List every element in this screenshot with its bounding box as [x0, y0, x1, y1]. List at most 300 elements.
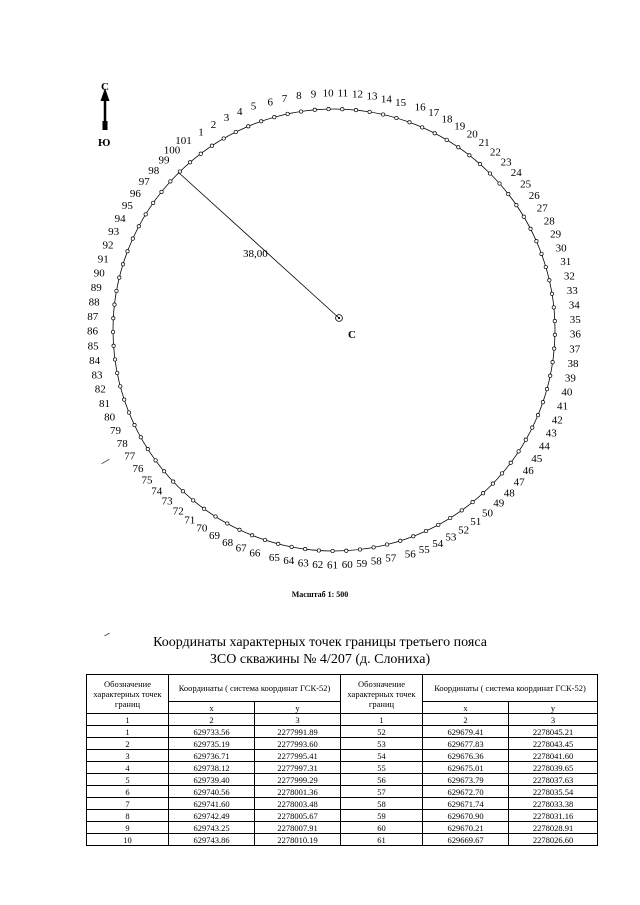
vertex-label: 6 [267, 96, 273, 109]
document-title [0, 634, 640, 668]
south-label: Ю [98, 137, 111, 149]
coordinates-table [86, 674, 598, 846]
table-cell: 2278031.16 [509, 810, 598, 822]
boundary-vertex [126, 250, 129, 253]
vertex-label: 81 [99, 397, 110, 410]
vertex-label: 45 [531, 453, 543, 466]
vertex-label: 72 [172, 505, 184, 518]
boundary-vertex [113, 358, 116, 361]
boundary-ring [87, 88, 581, 572]
boundary-vertex [146, 447, 149, 450]
table-cell: 2277999.29 [255, 774, 341, 786]
vertex-label: 87 [87, 311, 99, 324]
boundary-vertex [119, 385, 122, 388]
vertex-label: 71 [184, 514, 196, 527]
boundary-vertex [286, 112, 289, 115]
boundary-vertex [433, 132, 436, 135]
boundary-vertex [317, 549, 320, 552]
north-arrow [101, 88, 110, 130]
radius-label: 38,00 [243, 248, 268, 260]
vertex-label: 41 [557, 400, 568, 413]
vertex-label: 42 [551, 414, 563, 427]
table-cell: 629733.56 [169, 726, 255, 738]
table-cell: 2 [87, 738, 169, 750]
boundary-vertex [115, 289, 118, 292]
boundary-vertex [460, 509, 463, 512]
table-cell: 629673.79 [423, 774, 509, 786]
vertex-label: 54 [432, 538, 444, 551]
table-cell: 629669.67 [423, 834, 509, 846]
boundary-vertex [331, 549, 334, 552]
boundary-vertex [133, 423, 136, 426]
table-cell: 2278043.45 [509, 738, 598, 750]
vertex-label: 32 [563, 270, 575, 283]
title-line-2: ЗСО скважины № 4/207 (д. Слониха) [209, 652, 431, 667]
boundary-vertex [154, 459, 157, 462]
table-cell: 55 [341, 762, 423, 774]
boundary-vertex [551, 361, 554, 364]
boundary-vertex [553, 347, 556, 350]
boundary-vertex [524, 438, 527, 441]
boundary-vertex [210, 144, 213, 147]
boundary-vertex [553, 333, 556, 336]
boundary-vertex [550, 292, 553, 295]
boundary-vertex [385, 543, 388, 546]
vertex-label: 35 [569, 314, 581, 327]
vertex-label: 22 [489, 146, 501, 159]
boundary-vertex [131, 237, 134, 240]
table-cell: 3 [87, 750, 169, 762]
boundary-vertex [123, 398, 126, 401]
vertex-label: 51 [470, 516, 482, 529]
coords-header: Координаты ( система координат ГСК-52) [169, 675, 341, 702]
boundary-vertex [152, 201, 155, 204]
vertex-label: 20 [466, 128, 478, 141]
boundary-vertex [517, 450, 520, 453]
table-cell: 6 [87, 786, 169, 798]
table-cell: 629736.71 [169, 750, 255, 762]
boundary-vertex [277, 542, 280, 545]
vertex-label: 93 [108, 225, 120, 238]
vertex-label: 78 [116, 438, 128, 451]
table-cell: 58 [341, 798, 423, 810]
vertex-label: 36 [569, 328, 581, 341]
table-cell: 10 [87, 834, 169, 846]
vertex-label: 52 [458, 524, 470, 537]
vertex-label: 38 [567, 357, 579, 370]
vertex-label: 63 [297, 557, 309, 570]
vertex-label: 58 [370, 555, 382, 568]
vertex-label: 25 [520, 178, 532, 191]
vertex-label: 28 [543, 215, 555, 228]
boundary-vertex [113, 303, 116, 306]
vertex-label: 55 [418, 543, 430, 556]
boundary-vertex [299, 110, 302, 113]
vertex-label: 83 [91, 369, 103, 382]
vertex-label: 70 [196, 522, 208, 535]
table-row [87, 750, 598, 762]
boundary-vertex [112, 317, 115, 320]
vertex-label: 82 [94, 383, 106, 396]
boundary-vertex [553, 319, 556, 322]
x-header: x [423, 702, 509, 714]
table-cell: 629676.36 [423, 750, 509, 762]
boundary-vertex [535, 240, 538, 243]
table-cell: 1 [87, 726, 169, 738]
boundary-vertex [111, 330, 114, 333]
radius-line [178, 172, 339, 318]
y-header: y [509, 702, 598, 714]
table-row [87, 738, 598, 750]
vertex-label: 39 [564, 372, 576, 385]
vertex-label: 90 [93, 267, 105, 280]
boundary-vertex [345, 549, 348, 552]
table-cell: 2278010.19 [255, 834, 341, 846]
table-cell: 4 [87, 762, 169, 774]
table-cell: 2278045.21 [509, 726, 598, 738]
table-number-row [87, 714, 598, 726]
boundary-vertex [471, 500, 474, 503]
boundary-vertex [531, 426, 534, 429]
boundary-vertex [457, 146, 460, 149]
boundary-vertex [160, 190, 163, 193]
boundary-vertex [121, 263, 124, 266]
vertex-label: 15 [395, 97, 407, 110]
boundary-vertex [421, 126, 424, 129]
table-cell: 629670.21 [423, 822, 509, 834]
table-cell: 629670.90 [423, 810, 509, 822]
boundary-vertex [541, 401, 544, 404]
table-row [87, 834, 598, 846]
boundary-vertex [260, 120, 263, 123]
vertex-label: 59 [356, 557, 368, 570]
table-cell: 629740.56 [169, 786, 255, 798]
vertex-label: 16 [414, 101, 426, 114]
boundary-vertex [247, 125, 250, 128]
table-cell: 2278001.36 [255, 786, 341, 798]
vertex-label: 13 [366, 90, 378, 103]
table-cell: 54 [341, 750, 423, 762]
boundary-vertex [263, 538, 266, 541]
table-cell: 629741.60 [169, 798, 255, 810]
center-marker [336, 315, 343, 322]
vertex-label: 27 [536, 202, 548, 215]
vertex-label: 69 [209, 530, 220, 543]
col-number: 1 [341, 714, 423, 726]
table-row [87, 726, 598, 738]
table-header-row [87, 675, 598, 702]
boundary-vertex [408, 121, 411, 124]
boundary-vertex [536, 413, 539, 416]
table-cell: 7 [87, 798, 169, 810]
vertex-label: 24 [510, 167, 522, 180]
table-cell: 629735.19 [169, 738, 255, 750]
vertex-label: 61 [327, 559, 338, 572]
vertex-label: 101 [175, 135, 192, 148]
vertex-label: 99 [158, 154, 170, 167]
boundary-vertex [522, 215, 525, 218]
boundary-vertex [445, 138, 448, 141]
boundary-vertex [529, 227, 532, 230]
vertex-label: 46 [522, 465, 534, 478]
table-cell: 629672.70 [423, 786, 509, 798]
boundary-vertex [112, 344, 115, 347]
vertex-label: 91 [97, 253, 109, 266]
boundary-vertex [468, 154, 471, 157]
vertex-label: 40 [561, 386, 573, 399]
table-cell: 2278035.54 [509, 786, 598, 798]
vertex-label: 1 [198, 126, 204, 139]
table-cell: 629677.83 [423, 738, 509, 750]
boundary-vertex [498, 182, 501, 185]
boundary-vertex [491, 482, 494, 485]
boundary-vertex [127, 411, 130, 414]
table-cell: 59 [341, 810, 423, 822]
boundary-vertex [162, 470, 165, 473]
vertex-label: 10 [322, 87, 334, 100]
boundary-vertex [507, 192, 510, 195]
table-cell: 629671.74 [423, 798, 509, 810]
vertex-label: 3 [223, 112, 230, 125]
boundary-vertex [188, 161, 191, 164]
table-cell: 5 [87, 774, 169, 786]
table-row [87, 786, 598, 798]
x-header: x [169, 702, 255, 714]
vertex-label: 12 [352, 88, 363, 101]
boundary-vertex [552, 306, 555, 309]
boundary-vertex [169, 180, 172, 183]
vertex-label: 44 [538, 440, 550, 453]
boundary-vertex [273, 116, 276, 119]
table-cell: 629738.12 [169, 762, 255, 774]
vertex-label: 64 [283, 555, 295, 568]
vertex-label: 2 [210, 119, 217, 132]
vertex-label: 50 [482, 507, 493, 520]
boundary-vertex [199, 152, 202, 155]
col-number: 3 [509, 714, 598, 726]
vertex-label: 7 [281, 92, 288, 105]
boundary-vertex [424, 529, 427, 532]
designation-header: Обозначение характерных точек границ [87, 675, 169, 714]
boundary-vertex [449, 516, 452, 519]
vertex-label: 84 [89, 355, 101, 368]
table-cell: 2278039.65 [509, 762, 598, 774]
table-cell: 2277991.89 [255, 726, 341, 738]
vertex-label: 92 [102, 239, 114, 252]
vertex-label: 85 [87, 340, 99, 353]
boundary-vertex [202, 507, 205, 510]
boundary-vertex [488, 172, 491, 175]
boundary-vertex [372, 546, 375, 549]
vertex-label: 17 [428, 107, 440, 120]
vertex-label: 67 [235, 542, 247, 555]
table-cell: 629743.86 [169, 834, 255, 846]
table-cell: 2278003.48 [255, 798, 341, 810]
vertex-label: 62 [312, 558, 324, 571]
vertex-label: 94 [114, 212, 126, 225]
vertex-label: 30 [555, 242, 567, 255]
table-row [87, 822, 598, 834]
table-cell: 2278033.38 [509, 798, 598, 810]
table-cell: 9 [87, 822, 169, 834]
vertex-label: 37 [569, 343, 581, 356]
boundary-vertex [500, 472, 503, 475]
boundary-vertex [341, 108, 344, 111]
boundary-vertex [358, 548, 361, 551]
col-number: 1 [87, 714, 169, 726]
boundary-vertex [544, 265, 547, 268]
boundary-vertex [290, 545, 293, 548]
vertex-label: 48 [503, 487, 515, 500]
boundary-vertex [226, 522, 229, 525]
vertex-label: 98 [148, 164, 160, 177]
boundary-vertex [144, 213, 147, 216]
boundary-vertex [222, 137, 225, 140]
vertex-label: 8 [296, 90, 302, 103]
table-cell: 629739.40 [169, 774, 255, 786]
table-cell: 53 [341, 738, 423, 750]
vertex-label: 19 [454, 120, 466, 133]
vertex-label: 29 [550, 228, 562, 241]
vertex-label: 11 [337, 87, 349, 100]
table-cell: 2278007.91 [255, 822, 341, 834]
vertex-label: 97 [138, 176, 150, 189]
vertex-label: 34 [568, 299, 580, 312]
boundary-vertex [412, 535, 415, 538]
boundary-vertex [395, 116, 398, 119]
table-cell: 2278037.63 [509, 774, 598, 786]
boundary-vertex [545, 387, 548, 390]
boundary-vertex [137, 225, 140, 228]
table-cell: 2278028.91 [509, 822, 598, 834]
col-number: 3 [255, 714, 341, 726]
table-cell: 2277997.31 [255, 762, 341, 774]
boundary-vertex [381, 113, 384, 116]
table-cell: 52 [341, 726, 423, 738]
boundary-vertex [437, 523, 440, 526]
table-cell: 2278005.67 [255, 810, 341, 822]
boundary-vertex [118, 276, 121, 279]
vertex-label: 86 [87, 325, 98, 338]
north-label: С [101, 81, 109, 93]
boundary-vertex [313, 108, 316, 111]
vertex-label: 4 [237, 106, 243, 119]
table-cell: 57 [341, 786, 423, 798]
boundary-vertex [250, 534, 253, 537]
vertex-label: 43 [545, 427, 557, 440]
vertex-label: 21 [478, 137, 490, 150]
vertex-label: 77 [124, 450, 136, 463]
table-cell: 60 [341, 822, 423, 834]
vertex-label: 75 [141, 474, 153, 487]
table-row [87, 762, 598, 774]
boundary-vertex [238, 528, 241, 531]
boundary-circle [113, 109, 555, 551]
vertex-label: 14 [380, 93, 392, 106]
vertex-label: 26 [528, 190, 540, 203]
vertex-label: 73 [161, 495, 173, 508]
vertex-label: 57 [385, 552, 397, 565]
table-cell: 56 [341, 774, 423, 786]
table-cell: 2277995.41 [255, 750, 341, 762]
table-cell: 61 [341, 834, 423, 846]
table-cell: 8 [87, 810, 169, 822]
vertex-label: 65 [268, 551, 280, 564]
vertex-label: 53 [445, 531, 457, 544]
center-label: С [348, 329, 356, 341]
coords-header: Координаты ( система координат ГСК-52) [423, 675, 598, 702]
vertex-label: 9 [310, 88, 317, 101]
vertex-label: 18 [441, 113, 453, 126]
vertex-label: 56 [404, 548, 416, 561]
vertex-label: 47 [513, 476, 525, 489]
boundary-vertex [509, 461, 512, 464]
boundary-vertex [181, 490, 184, 493]
boundary-vertex [192, 499, 195, 502]
boundary-vertex [139, 436, 142, 439]
table-cell: 2278026.60 [509, 834, 598, 846]
table-row [87, 774, 598, 786]
boundary-vertex [354, 108, 357, 111]
vertex-label: 31 [560, 256, 572, 269]
boundary-vertex [304, 547, 307, 550]
col-number: 2 [423, 714, 509, 726]
vertex-label: 95 [121, 200, 133, 213]
boundary-vertex [116, 371, 119, 374]
vertex-label: 5 [250, 100, 257, 113]
vertex-label: 23 [500, 156, 512, 169]
vertex-label: 49 [493, 497, 505, 510]
title-line-1: Координаты характерных точек границы третьего пояса [153, 635, 487, 650]
vertex-label: 76 [132, 462, 144, 475]
vertex-label: 100 [163, 144, 181, 157]
table-cell: 2277993.60 [255, 738, 341, 750]
boundary-vertex [549, 374, 552, 377]
table-cell: 629742.49 [169, 810, 255, 822]
boundary-vertex [515, 204, 518, 207]
boundary-vertex [478, 162, 481, 165]
boundary-vertex [214, 515, 217, 518]
boundary-vertex [234, 130, 237, 133]
boundary-vertex [540, 252, 543, 255]
table-cell: 629675.01 [423, 762, 509, 774]
boundary-vertex [368, 110, 371, 113]
designation-header: Обозначение характерных точек границ [341, 675, 423, 714]
boundary-vertex [481, 492, 484, 495]
table-cell: 2278041.60 [509, 750, 598, 762]
boundary-vertex [399, 539, 402, 542]
vertex-label: 89 [90, 281, 102, 294]
vertex-label: 33 [566, 284, 578, 297]
y-header: y [255, 702, 341, 714]
vertex-label: 66 [249, 547, 261, 560]
table-cell: 629743.25 [169, 822, 255, 834]
table-row [87, 798, 598, 810]
boundary-vertex [548, 279, 551, 282]
vertex-label: 80 [104, 411, 116, 424]
col-number: 2 [169, 714, 255, 726]
vertex-label: 74 [151, 485, 163, 498]
vertex-label: 79 [110, 425, 121, 438]
scale-caption: Масштаб 1: 500 [291, 590, 349, 599]
boundary-vertex [172, 480, 175, 483]
vertex-label: 96 [129, 187, 141, 200]
vertex-label: 88 [88, 296, 100, 309]
vertex-label: 68 [222, 536, 234, 549]
boundary-vertex [327, 107, 330, 110]
vertex-label: 60 [341, 559, 353, 572]
table-cell: 629679.41 [423, 726, 509, 738]
